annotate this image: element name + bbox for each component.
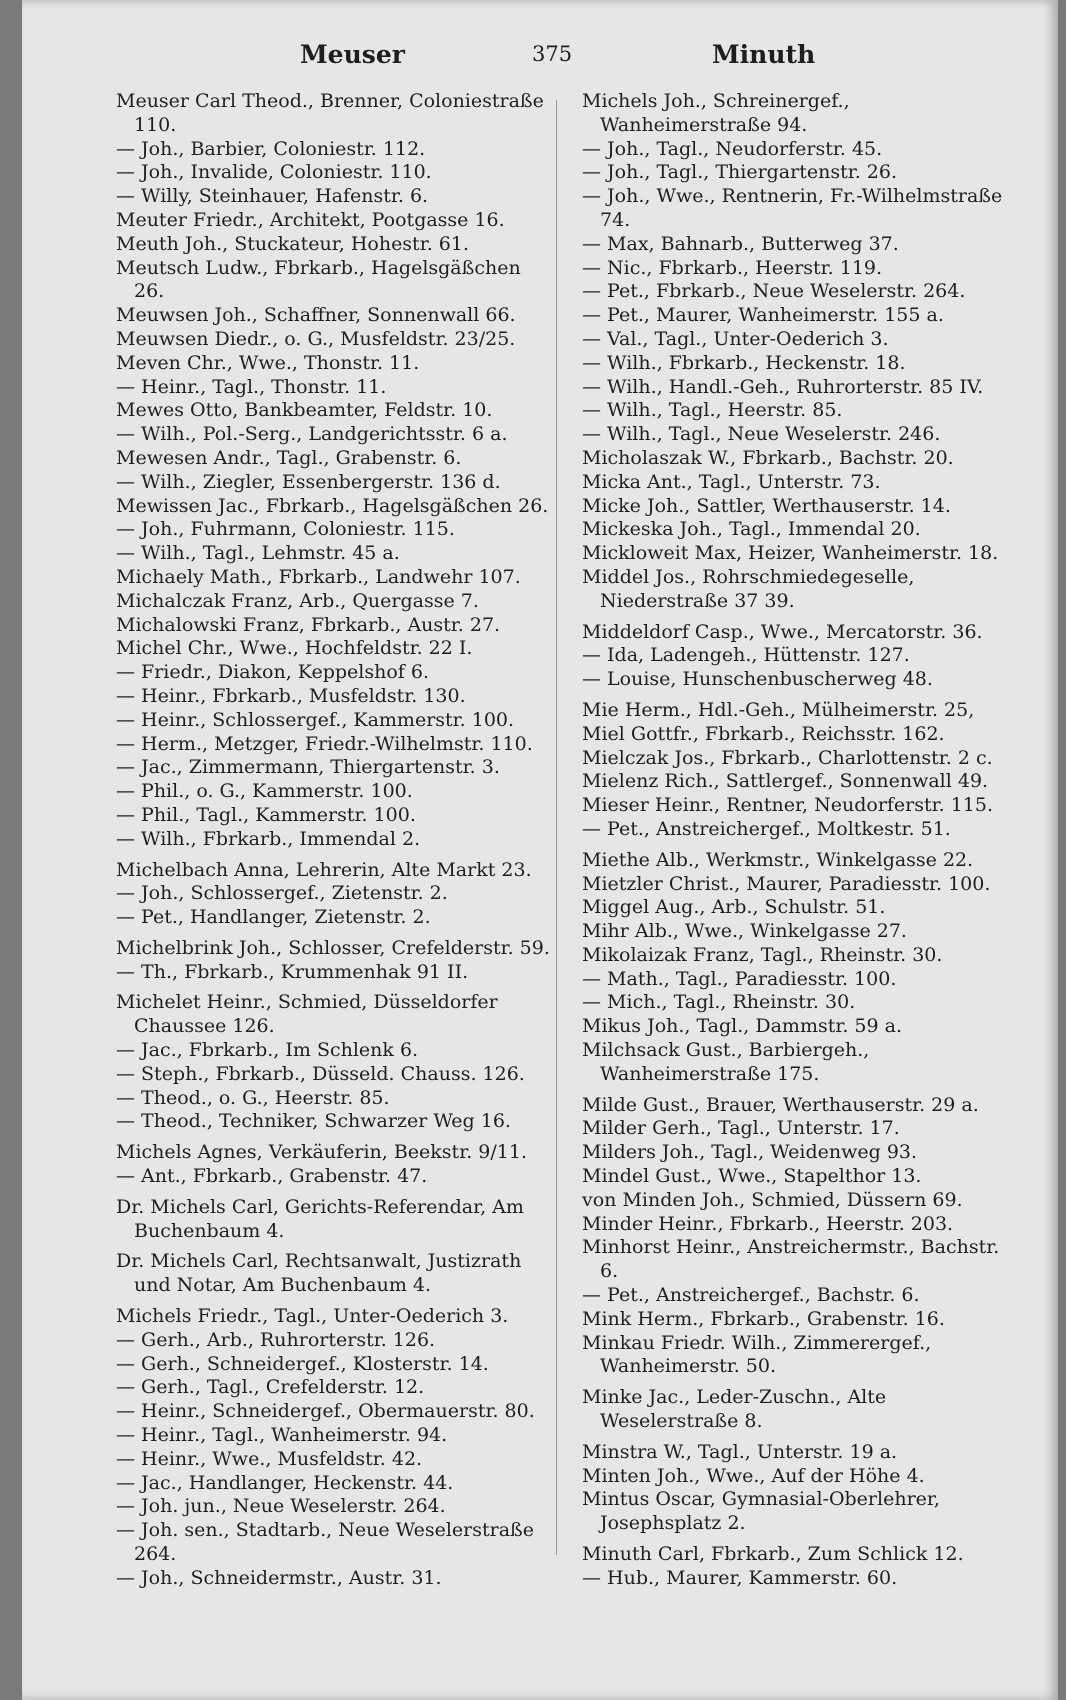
directory-entry: Mewissen Jac., Fbrkarb., Hagelsgäßchen 26. xyxy=(116,494,549,517)
directory-entry: Middel Jos., Rohrschmiedegeselle, Niederstraße 37 39. xyxy=(582,565,915,612)
directory-entry: Miethe Alb., Werkmstr., Winkelgasse 22. xyxy=(582,848,974,871)
directory-entry: — Gerh., Arb., Ruhrorterstr. 126. xyxy=(116,1328,436,1351)
directory-entry: Milchsack Gust., Barbiergeh., Wanheimerstraße 175. xyxy=(582,1039,870,1085)
directory-entry: — Mich., Tagl., Rheinstr. 30. xyxy=(582,991,856,1014)
directory-entry: — Jac., Fbrkarb., Im Schlenk 6. xyxy=(116,1039,419,1062)
directory-entry: Michalowski Franz, Fbrkarb., Austr. 27. xyxy=(116,613,501,636)
directory-entry: Michels Friedr., Tagl., Unter-Oederich 3. xyxy=(116,1305,509,1328)
column-divider xyxy=(556,100,557,1555)
directory-entry: — Friedr., Diakon, Keppelshof 6. xyxy=(116,661,430,684)
directory-entry: — Gerh., Tagl., Crefelderstr. 12. xyxy=(116,1376,425,1399)
directory-entry: Michelet Heinr., Schmied, Düsseldorfer Chaussee 126. xyxy=(116,991,498,1038)
directory-entry: Meven Chr., Wwe., Thonstr. 11. xyxy=(116,351,420,374)
directory-entry: — Jac., Zimmermann, Thiergartenstr. 3. xyxy=(116,756,500,779)
directory-entry: — Phil., Tagl., Kammerstr. 100. xyxy=(116,803,416,826)
directory-entry: Mickloweit Max, Heizer, Wanheimerstr. 18. xyxy=(582,542,999,565)
directory-entry: — Louise, Hunschenbuscherweg 48. xyxy=(582,668,933,691)
directory-entry: — Pet., Maurer, Wanheimerstr. 155 a. xyxy=(582,304,944,327)
directory-entry: Meuwsen Diedr., o. G., Musfeldstr. 23/25. xyxy=(116,327,516,350)
directory-entry: — Joh., Schlossergef., Zietenstr. 2. xyxy=(116,882,448,905)
directory-entry: — Joh., Tagl., Neudorferstr. 45. xyxy=(582,137,883,160)
directory-entry: von Minden Joh., Schmied, Düssern 69. xyxy=(582,1188,963,1211)
directory-entry: — Hub., Maurer, Kammerstr. 60. xyxy=(582,1566,898,1589)
header-right-keyword: Minuth xyxy=(712,40,816,69)
directory-entry: Meuth Joh., Stuckateur, Hohestr. 61. xyxy=(116,232,469,255)
directory-entry: — Heinr., Fbrkarb., Musfeldstr. 130. xyxy=(116,684,466,707)
directory-entry: — Heinr., Schneidergef., Obermauerstr. 80. xyxy=(116,1400,535,1423)
directory-entry: Mickeska Joh., Tagl., Immendal 20. xyxy=(582,518,921,541)
directory-entry: — Theod., o. G., Heerstr. 85. xyxy=(116,1086,390,1109)
directory-entry: Minke Jac., Leder-Zuschn., Alte Weselerstraße 8. xyxy=(582,1386,887,1433)
directory-entry: — Wilh., Fbrkarb., Heckenstr. 18. xyxy=(582,351,906,374)
page-header xyxy=(22,40,1058,74)
directory-entry: Meutsch Ludw., Fbrkarb., Hagelsgäßchen 26. xyxy=(116,256,521,303)
directory-entry: Minkau Friedr. Wilh., Zimmerergef., Wanheimerstr. 50. xyxy=(582,1331,932,1378)
directory-entry: — Wilh., Tagl., Heerstr. 85. xyxy=(582,399,843,422)
header-left-keyword: Meuser xyxy=(300,40,405,69)
directory-entry: Mielczak Jos., Fbrkarb., Charlottenstr. 2 c. xyxy=(582,746,993,769)
directory-entry: — Pet., Handlanger, Zietenstr. 2. xyxy=(116,906,431,929)
directory-entry: — Joh., Barbier, Coloniestr. 112. xyxy=(116,137,426,160)
directory-entry: Michelbach Anna, Lehrerin, Alte Markt 23. xyxy=(116,858,532,881)
directory-page xyxy=(22,0,1058,1700)
directory-entry: Micholaszak W., Fbrkarb., Bachstr. 20. xyxy=(582,446,954,469)
directory-entry: Milders Joh., Tagl., Weidenweg 93. xyxy=(582,1141,918,1164)
directory-entry: Milde Gust., Brauer, Werthauserstr. 29 a. xyxy=(582,1093,979,1116)
directory-entry: — Pet., Anstreichergef., Moltkestr. 51. xyxy=(582,817,951,840)
directory-entry: — Wilh., Fbrkarb., Immendal 2. xyxy=(116,827,421,850)
directory-entry: — Willy, Steinhauer, Hafenstr. 6. xyxy=(116,185,429,208)
directory-entry: Minten Joh., Wwe., Auf der Höhe 4. xyxy=(582,1464,925,1487)
directory-entry: Mikolaizak Franz, Tagl., Rheinstr. 30. xyxy=(582,943,943,966)
directory-entry: Minder Heinr., Fbrkarb., Heerstr. 203. xyxy=(582,1212,954,1235)
directory-entry: — Heinr., Tagl., Wanheimerstr. 94. xyxy=(116,1424,448,1447)
directory-entry: Mewes Otto, Bankbeamter, Feldstr. 10. xyxy=(116,399,493,422)
directory-entry: Milder Gerh., Tagl., Unterstr. 17. xyxy=(582,1117,900,1140)
directory-entry: — Gerh., Schneidergef., Klosterstr. 14. xyxy=(116,1352,489,1375)
directory-entry: Meuser Carl Theod., Brenner, Coloniestraße 110. xyxy=(116,90,544,136)
directory-entry: Michaely Math., Fbrkarb., Landwehr 107. xyxy=(116,565,521,588)
directory-entry: Middeldorf Casp., Wwe., Mercatorstr. 36. xyxy=(582,620,983,643)
directory-entry: Michel Chr., Wwe., Hochfeldstr. 22 I. xyxy=(116,637,473,660)
directory-entry: — Joh., Schneidermstr., Austr. 31. xyxy=(116,1566,442,1589)
directory-entry: Minstra W., Tagl., Unterstr. 19 a. xyxy=(582,1440,898,1463)
directory-entry: — Pet., Anstreichergef., Bachstr. 6. xyxy=(582,1284,920,1307)
directory-entry: — Joh., Invalide, Coloniestr. 110. xyxy=(116,161,432,184)
page-number: 375 xyxy=(532,42,573,66)
directory-entry: — Joh. sen., Stadtarb., Neue Weselerstraße 264. xyxy=(116,1519,534,1566)
directory-entry: Miggel Aug., Arb., Schulstr. 51. xyxy=(582,896,886,919)
directory-entry: Minhorst Heinr., Anstreichermstr., Bachstr. 6. xyxy=(582,1236,1000,1283)
directory-entry: — Wilh., Ziegler, Essenbergerstr. 136 d. xyxy=(116,470,501,493)
directory-entry: — Heinr., Schlossergef., Kammerstr. 100. xyxy=(116,708,515,731)
directory-entry: Dr. Michels Carl, Gerichts-Referendar, Am Buchenbaum 4. xyxy=(116,1195,524,1242)
directory-entry: — Heinr., Tagl., Thonstr. 11. xyxy=(116,375,387,398)
directory-entry: — Wilh., Handl.-Geh., Ruhrorterstr. 85 IV. xyxy=(582,375,984,398)
directory-entry: Micke Joh., Sattler, Werthauserstr. 14. xyxy=(582,494,951,517)
directory-entry: Mindel Gust., Wwe., Stapelthor 13. xyxy=(582,1165,922,1188)
directory-entry: Michalczak Franz, Arb., Quergasse 7. xyxy=(116,589,479,612)
directory-entry: — Th., Fbrkarb., Krummenhak 91 II. xyxy=(116,960,469,983)
directory-entry: Michels Joh., Schreinergef., Wanheimerstraße 94. xyxy=(582,90,850,136)
directory-entry: — Theod., Techniker, Schwarzer Weg 16. xyxy=(116,1110,511,1133)
directory-entry: — Phil., o. G., Kammerstr. 100. xyxy=(116,780,413,803)
left-column xyxy=(116,90,554,1591)
directory-entry: Michelbrink Joh., Schlosser, Crefelderstr. 59. xyxy=(116,936,550,959)
directory-entry: — Heinr., Wwe., Musfeldstr. 42. xyxy=(116,1447,423,1470)
directory-entry: — Joh., Tagl., Thiergartenstr. 26. xyxy=(582,161,898,184)
directory-entry: Miel Gottfr., Fbrkarb., Reichsstr. 162. xyxy=(582,722,945,745)
directory-entry: Minuth Carl, Fbrkarb., Zum Schlick 12. xyxy=(582,1543,964,1566)
directory-entry: — Herm., Metzger, Friedr.-Wilhelmstr. 110. xyxy=(116,732,533,755)
directory-entry: — Val., Tagl., Unter-Oederich 3. xyxy=(582,327,889,350)
directory-entry: — Wilh., Tagl., Lehmstr. 45 a. xyxy=(116,542,400,565)
directory-entry: — Joh., Fuhrmann, Coloniestr. 115. xyxy=(116,518,455,541)
directory-entry: — Math., Tagl., Paradiesstr. 100. xyxy=(582,967,897,990)
directory-entry: — Max, Bahnarb., Butterweg 37. xyxy=(582,232,899,255)
directory-entry: Meuwsen Joh., Schaffner, Sonnenwall 66. xyxy=(116,304,516,327)
directory-entry: Mielenz Rich., Sattlergef., Sonnenwall 49. xyxy=(582,770,989,793)
directory-entry: — Pet., Fbrkarb., Neue Weselerstr. 264. xyxy=(582,280,966,303)
directory-entry: Mink Herm., Fbrkarb., Grabenstr. 16. xyxy=(582,1307,945,1330)
directory-entry: — Wilh., Pol.-Serg., Landgerichtsstr. 6 a. xyxy=(116,423,508,446)
directory-entry: Mikus Joh., Tagl., Dammstr. 59 a. xyxy=(582,1015,903,1038)
directory-entry: — Nic., Fbrkarb., Heerstr. 119. xyxy=(582,256,883,279)
directory-entry: Mihr Alb., Wwe., Winkelgasse 27. xyxy=(582,920,907,943)
directory-entry: Mietzler Christ., Maurer, Paradiesstr. 100. xyxy=(582,872,991,895)
directory-entry: — Joh. jun., Neue Weselerstr. 264. xyxy=(116,1495,446,1518)
directory-entry: Mieser Heinr., Rentner, Neudorferstr. 115. xyxy=(582,794,994,817)
directory-entry: — Wilh., Tagl., Neue Weselerstr. 246. xyxy=(582,423,941,446)
directory-entry: Michels Agnes, Verkäuferin, Beekstr. 9/11. xyxy=(116,1141,527,1164)
directory-entry: Dr. Michels Carl, Rechtsanwalt, Justizrath und Notar, Am Buchenbaum 4. xyxy=(116,1250,522,1297)
directory-entry: — Jac., Handlanger, Heckenstr. 44. xyxy=(116,1471,454,1494)
directory-entry: Mie Herm., Hdl.-Geh., Mülheimerstr. 25, xyxy=(582,698,975,721)
directory-entry: — Ant., Fbrkarb., Grabenstr. 47. xyxy=(116,1165,428,1188)
directory-entry: — Joh., Wwe., Rentnerin, Fr.-Wilhelmstraße 74. xyxy=(582,185,1003,231)
directory-entry: Meuter Friedr., Architekt, Pootgasse 16. xyxy=(116,208,505,231)
directory-entry: — Steph., Fbrkarb., Düsseld. Chauss. 126. xyxy=(116,1062,525,1085)
directory-entry: — Ida, Ladengeh., Hüttenstr. 127. xyxy=(582,644,910,667)
directory-entry: Mintus Oscar, Gymnasial-Oberlehrer, Josephsplatz 2. xyxy=(582,1488,940,1535)
directory-entry: Mewesen Andr., Tagl., Grabenstr. 6. xyxy=(116,446,462,469)
directory-entry: Micka Ant., Tagl., Unterstr. 73. xyxy=(582,470,881,493)
right-column xyxy=(582,90,1020,1591)
